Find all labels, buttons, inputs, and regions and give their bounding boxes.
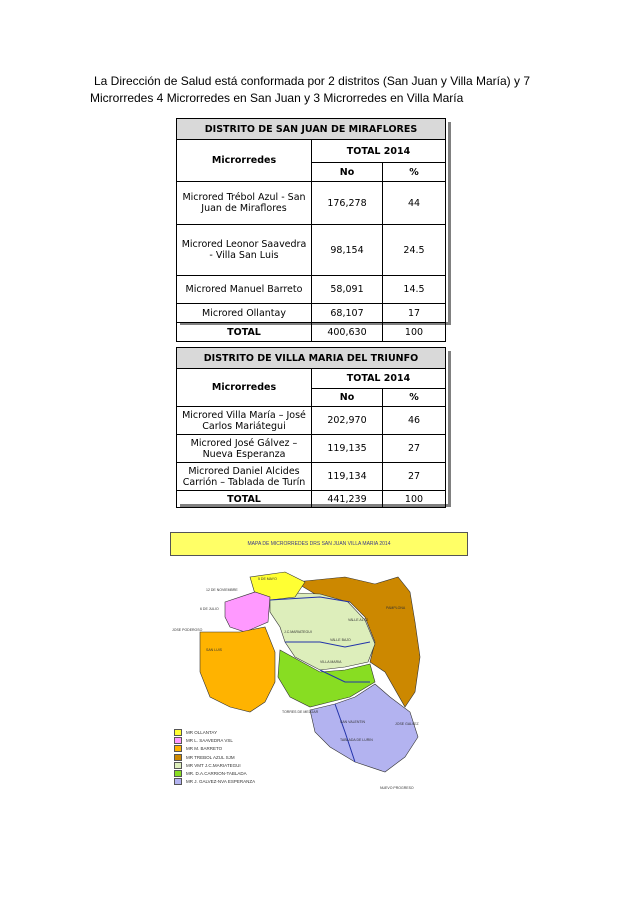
legend-label: MR VMT J.C.MARIATEGUI bbox=[186, 762, 241, 768]
row-no: 119,135 bbox=[312, 435, 383, 463]
villa-maria-table bbox=[176, 347, 446, 508]
legend-label: MR OLLANTAY bbox=[186, 729, 218, 735]
legend-label: MR M. BARRETO bbox=[186, 746, 223, 752]
row-name: Microred Villa María – José Carlos Mariátegui bbox=[177, 407, 312, 435]
row-no: 68,107 bbox=[312, 304, 383, 323]
place-label: 5 DE MAYO bbox=[258, 577, 277, 581]
table-row bbox=[177, 407, 446, 435]
table-row bbox=[177, 182, 446, 225]
row-pct: 27 bbox=[383, 463, 446, 491]
place-label: SAN LUIS bbox=[206, 648, 222, 652]
row-pct: 24.5 bbox=[383, 225, 446, 276]
legend-swatch bbox=[174, 770, 182, 777]
table1-col-pct: % bbox=[383, 163, 446, 182]
row-no: 202,970 bbox=[312, 407, 383, 435]
table2-title: DISTRITO DE VILLA MARIA DEL TRIUNFO bbox=[177, 348, 446, 369]
legend-swatch bbox=[174, 754, 182, 761]
place-label: VALLE ALTO bbox=[348, 618, 369, 622]
total-pct: 100 bbox=[383, 323, 446, 342]
row-no: 58,091 bbox=[312, 276, 383, 304]
legend-item bbox=[174, 778, 255, 786]
row-no: 119,134 bbox=[312, 463, 383, 491]
row-pct: 17 bbox=[383, 304, 446, 323]
legend-item bbox=[174, 728, 255, 736]
row-pct: 44 bbox=[383, 182, 446, 225]
region-saavedra bbox=[225, 592, 270, 632]
legend-swatch bbox=[174, 729, 182, 736]
san-juan-table bbox=[176, 118, 446, 342]
table2-col-total: TOTAL 2014 bbox=[312, 369, 446, 389]
place-label: PAMPLONA bbox=[386, 606, 406, 610]
place-label: TABLADA DE LURIN bbox=[340, 738, 373, 742]
place-label: SAN VALENTIN bbox=[340, 720, 366, 724]
table1-title: DISTRITO DE SAN JUAN DE MIRAFLORES bbox=[177, 119, 446, 140]
table2-shadow bbox=[448, 351, 451, 507]
legend-item bbox=[174, 736, 255, 744]
map-title: MAPA DE MICRORREDES DRS SAN JUAN VILLA MARIA 2014 bbox=[170, 532, 468, 556]
map-legend bbox=[174, 728, 255, 786]
legend-swatch bbox=[174, 762, 182, 769]
table-row bbox=[177, 225, 446, 276]
place-label: 12 DE NOVIEMBRE bbox=[206, 588, 238, 592]
legend-label: MR TREBOL AZUL SJM bbox=[186, 754, 235, 760]
row-name: Microred José Gálvez – Nueva Esperanza bbox=[177, 435, 312, 463]
place-label: 6 DE JULIO bbox=[200, 607, 219, 611]
table-row bbox=[177, 276, 446, 304]
place-label: VALLE BAJO bbox=[330, 638, 351, 642]
row-no: 176,278 bbox=[312, 182, 383, 225]
total-no: 441,239 bbox=[312, 491, 383, 508]
row-pct: 14.5 bbox=[383, 276, 446, 304]
row-no: 98,154 bbox=[312, 225, 383, 276]
table2-col-pct: % bbox=[383, 389, 446, 407]
place-label: JOSE GALVEZ bbox=[395, 722, 419, 726]
row-name: Microred Leonor Saavedra - Villa San Luis bbox=[177, 225, 312, 276]
table-total-row bbox=[177, 491, 446, 508]
place-label: NUEVO PROGRESO bbox=[380, 786, 414, 790]
legend-swatch bbox=[174, 737, 182, 744]
legend-item bbox=[174, 753, 255, 761]
place-label: JOSE PODEROSO bbox=[172, 628, 203, 632]
row-pct: 46 bbox=[383, 407, 446, 435]
table-row bbox=[177, 304, 446, 323]
total-label: TOTAL bbox=[177, 323, 312, 342]
table-total-row bbox=[177, 323, 446, 342]
intro-line-2: Microrredes 4 Microrredes en San Juan y 3 Microrredes en Villa María bbox=[90, 91, 464, 105]
intro-paragraph bbox=[90, 73, 560, 107]
table1-col-no: No bbox=[312, 163, 383, 182]
table2-col-no: No bbox=[312, 389, 383, 407]
total-no: 400,630 bbox=[312, 323, 383, 342]
region-barreto bbox=[200, 627, 275, 712]
legend-item bbox=[174, 761, 255, 769]
table1-col-total: TOTAL 2014 bbox=[312, 140, 446, 163]
intro-line-1: La Dirección de Salud está conformada por 2 distritos (San Juan y Villa María) y 7 bbox=[94, 74, 530, 88]
row-name: Microred Manuel Barreto bbox=[177, 276, 312, 304]
legend-label: MR L. SAAVEDRA VSL bbox=[186, 737, 233, 743]
legend-swatch bbox=[174, 745, 182, 752]
place-label: VILLA MARIA bbox=[320, 660, 342, 664]
total-label: TOTAL bbox=[177, 491, 312, 508]
legend-item bbox=[174, 769, 255, 777]
table1-col-microrredes: Microrredes bbox=[177, 140, 312, 182]
legend-item bbox=[174, 745, 255, 753]
row-name: Microred Trébol Azul - San Juan de Miraflores bbox=[177, 182, 312, 225]
legend-label: MR J. GALVEZ-NVA ESPERANZA bbox=[186, 779, 256, 785]
table-row bbox=[177, 463, 446, 491]
legend-swatch bbox=[174, 778, 182, 785]
row-name: Microred Ollantay bbox=[177, 304, 312, 323]
place-label: TORRES DE MELGAR bbox=[282, 710, 319, 714]
place-label: J.C.MARIATEGUI bbox=[284, 630, 312, 634]
row-name: Microred Daniel Alcides Carrión – Tablada de Turín bbox=[177, 463, 312, 491]
table1-shadow bbox=[448, 122, 451, 325]
total-pct: 100 bbox=[383, 491, 446, 508]
legend-label: MR. D.A.CARRION-TABLADA bbox=[186, 771, 247, 777]
microrredes-map bbox=[170, 532, 470, 792]
row-pct: 27 bbox=[383, 435, 446, 463]
table-row bbox=[177, 435, 446, 463]
table2-col-microrredes: Microrredes bbox=[177, 369, 312, 407]
